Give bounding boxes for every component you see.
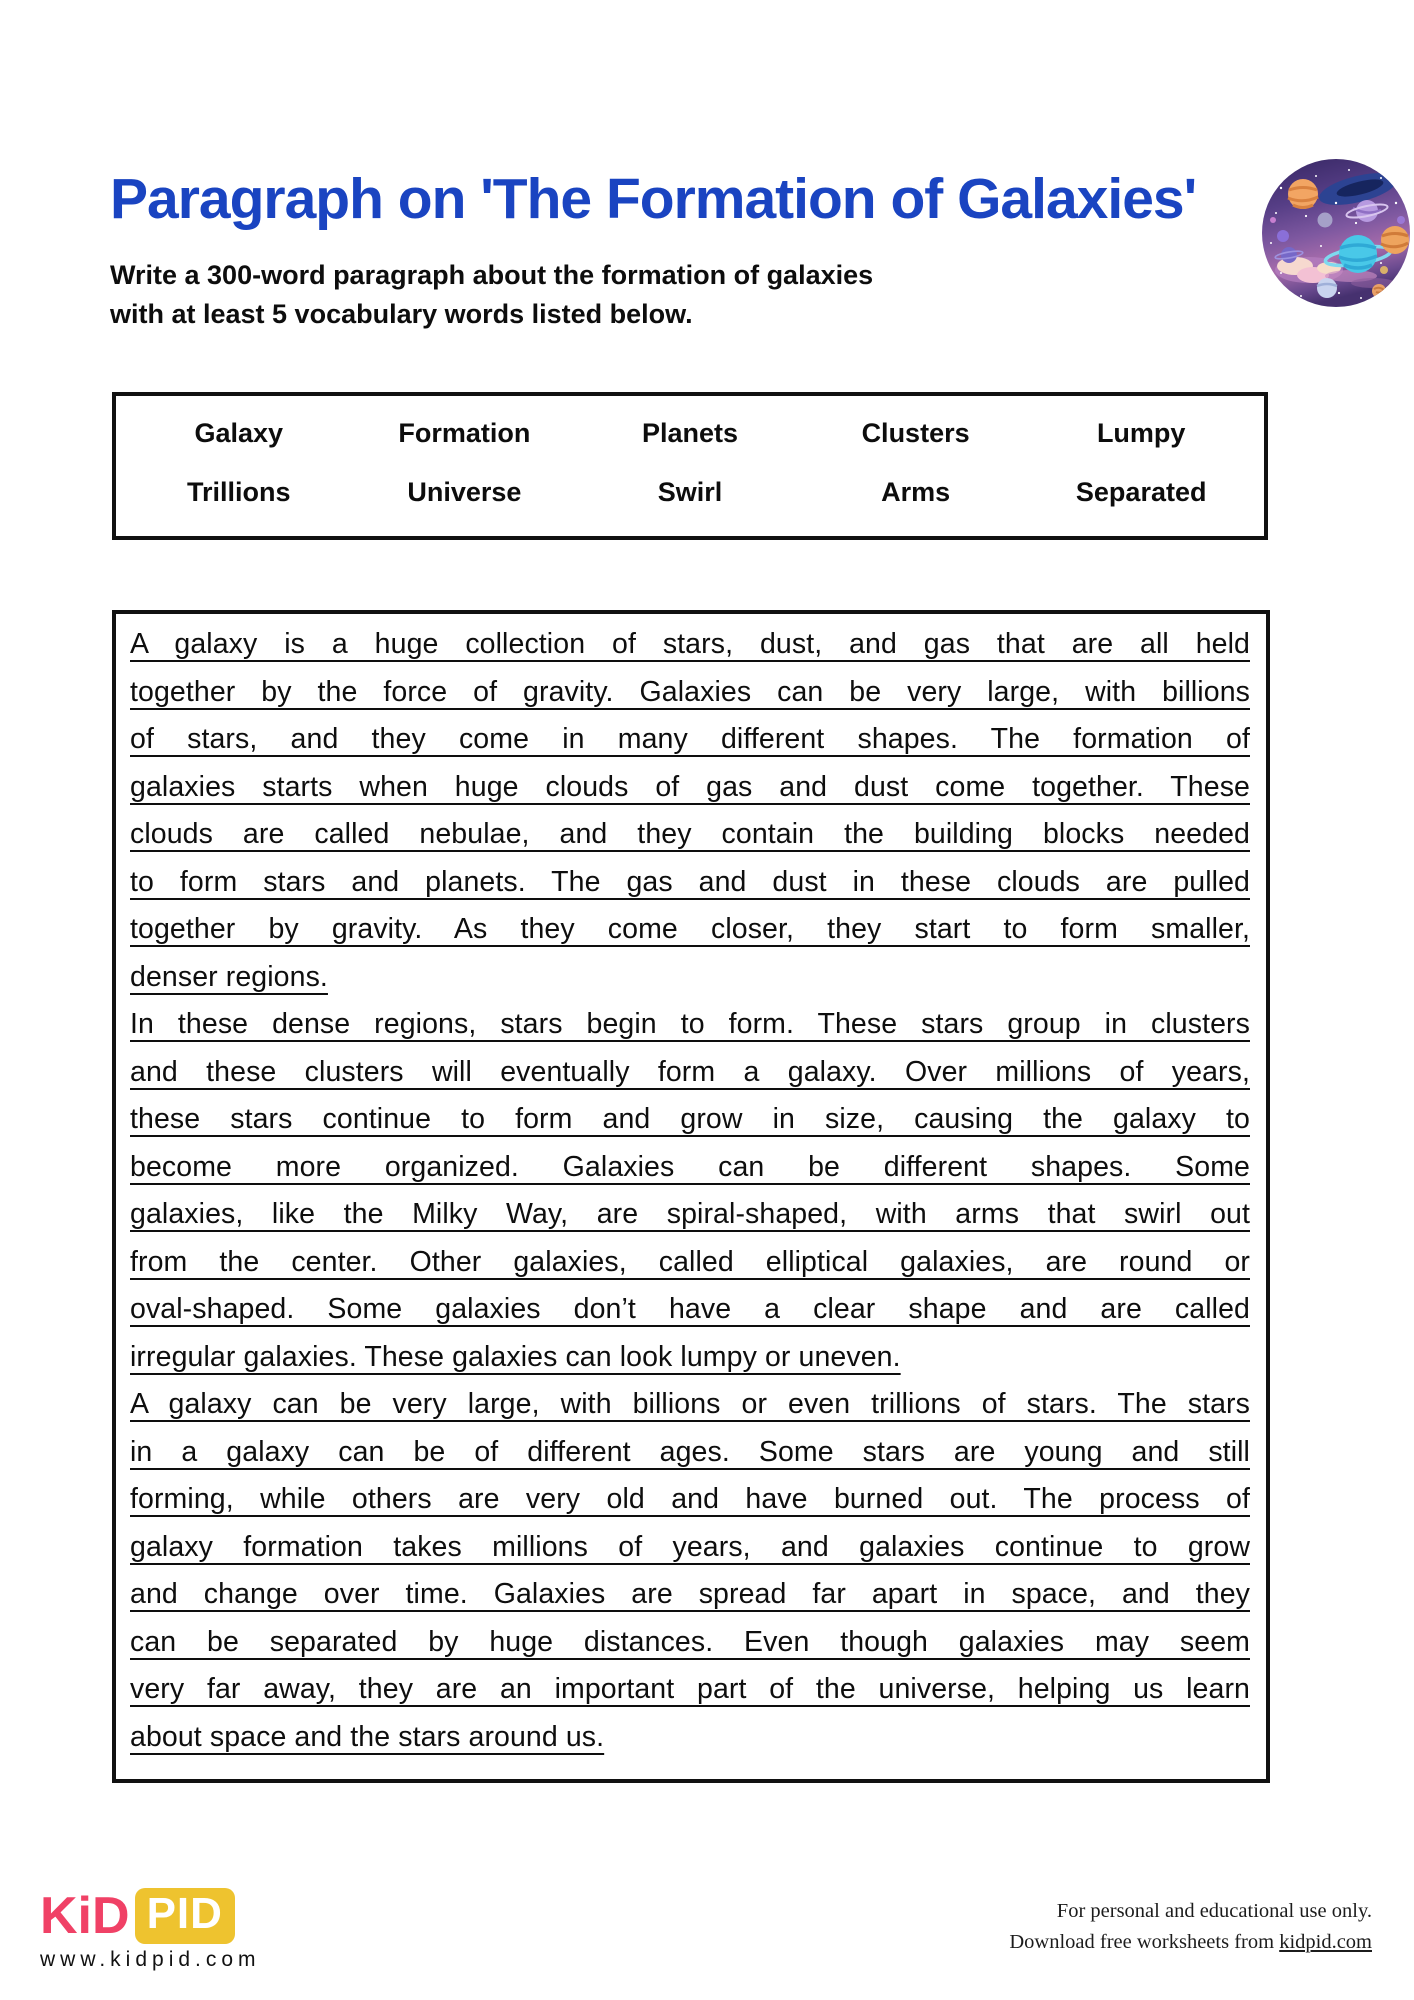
essay-line (130, 1666, 1250, 1714)
essay-line (130, 1286, 1250, 1334)
kidpid-link[interactable]: kidpid.com (1279, 1931, 1372, 1953)
essay-line-text: in a galaxy can be of different ages. Some stars are young and still (130, 1435, 1250, 1468)
essay-line-text: irregular galaxies. These galaxies can look lumpy or uneven. (130, 1340, 901, 1373)
galaxy-space-image (1261, 158, 1411, 308)
essay-line (130, 764, 1250, 812)
instructions-line-2: with at least 5 vocabulary words listed below. (110, 299, 693, 329)
logo-kid-text: KiD (40, 1887, 130, 1945)
instructions (110, 256, 873, 334)
essay-line-text: and change over time. Galaxies are spread far apart in space, and they (130, 1578, 1250, 1610)
essay-line (130, 1524, 1250, 1572)
vocabulary-word: Arms (881, 477, 951, 507)
essay-line-text: about space and the stars around us. (130, 1720, 605, 1753)
essay-line (130, 1571, 1250, 1619)
essay-line-text: oval-shaped. Some galaxies don’t have a clear shape and are called (130, 1293, 1250, 1325)
essay-line-text: together by the force of gravity. Galaxies can be very large, with billions (130, 675, 1250, 708)
usage-line-1: For personal and educational use only. (1056, 1900, 1372, 1922)
essay-line (130, 954, 1250, 1002)
vocabulary-grid (116, 396, 1264, 536)
page-title: Paragraph on 'The Formation of Galaxies' (110, 167, 1197, 231)
essay-line-text: galaxy formation takes millions of years, and galaxies continue to grow (130, 1530, 1250, 1563)
essay-line (130, 1239, 1250, 1287)
logo-pid-badge (135, 1888, 235, 1944)
essay-line (130, 811, 1250, 859)
essay-line-text: to form stars and planets. The gas and dust in these clouds are pulled (130, 865, 1250, 898)
essay-line-text: galaxies starts when huge clouds of gas and dust come together. These (130, 770, 1250, 803)
galaxy-illustration (1261, 158, 1411, 308)
vocabulary-box (112, 392, 1268, 540)
essay-line (130, 1381, 1250, 1429)
website-url: www.kidpid.com (40, 1948, 261, 1971)
essay-line-text: can be separated by huge distances. Even though galaxies may seem (130, 1625, 1250, 1658)
essay-line-text: forming, while others are very old and have burned out. The process of (130, 1483, 1250, 1515)
kidpid-logo (40, 1886, 235, 1946)
essay-line (130, 859, 1250, 907)
essay-line (130, 906, 1250, 954)
essay-line (130, 1144, 1250, 1192)
logo-pid-text: PID (146, 1889, 223, 1938)
essay-line (130, 1334, 1250, 1382)
vocabulary-word: Galaxy (194, 418, 284, 448)
essay-line-text: A galaxy can be very large, with billions or even trillions of stars. The stars (130, 1388, 1250, 1420)
vocabulary-word: Clusters (861, 418, 970, 448)
essay-box (112, 610, 1270, 1783)
essay-line (130, 669, 1250, 717)
essay-line-text: become more organized. Galaxies can be different shapes. Some (130, 1150, 1250, 1183)
vocabulary-word: Lumpy (1096, 418, 1186, 448)
essay-line (130, 1619, 1250, 1667)
essay-line-text: A galaxy is a huge collection of stars, dust, and gas that are all held (130, 628, 1250, 660)
essay-line-text: of stars, and they come in many different shapes. The formation of (130, 723, 1250, 755)
vocabulary-word: Swirl (657, 477, 723, 507)
essay-line-text: very far away, they are an important part of the universe, helping us learn (130, 1673, 1250, 1705)
essay-line (130, 1714, 1250, 1762)
essay-line-text: together by gravity. As they come closer, they start to form smaller, (130, 913, 1250, 945)
essay-line (130, 1476, 1250, 1524)
usage-line-2-prefix: Download free worksheets from (1009, 1931, 1280, 1953)
essay-line (130, 1429, 1250, 1477)
vocabulary-word: Formation (398, 418, 531, 448)
essay-line-text: these stars continue to form and grow in size, causing the galaxy to (130, 1103, 1250, 1135)
vocabulary-word: Planets (641, 418, 739, 448)
essay-line-text: from the center. Other galaxies, called elliptical galaxies, are round or (130, 1245, 1250, 1278)
usage-note (1009, 1896, 1372, 1958)
essay-text (130, 621, 1250, 1761)
essay-line-text: and these clusters will eventually form a galaxy. Over millions of years, (130, 1055, 1250, 1088)
essay-line (130, 716, 1250, 764)
vocabulary-word: Trillions (187, 477, 291, 507)
essay-line (130, 621, 1250, 669)
instructions-line-1: Write a 300-word paragraph about the formation of galaxies (110, 260, 874, 290)
essay-line-text: In these dense regions, stars begin to form. These stars group in clusters (130, 1008, 1250, 1040)
essay-line (130, 1191, 1250, 1239)
essay-line-text: galaxies, like the Milky Way, are spiral-shaped, with arms that swirl out (130, 1198, 1250, 1230)
essay-line-text: clouds are called nebulae, and they contain the building blocks needed (130, 818, 1250, 850)
usage-line-2 (1009, 1927, 1372, 1958)
essay-line-text: denser regions. (130, 960, 328, 993)
vocabulary-word: Universe (407, 477, 522, 507)
vocabulary-word: Separated (1075, 477, 1207, 507)
essay-line (130, 1001, 1250, 1049)
essay-line (130, 1049, 1250, 1097)
essay-line (130, 1096, 1250, 1144)
